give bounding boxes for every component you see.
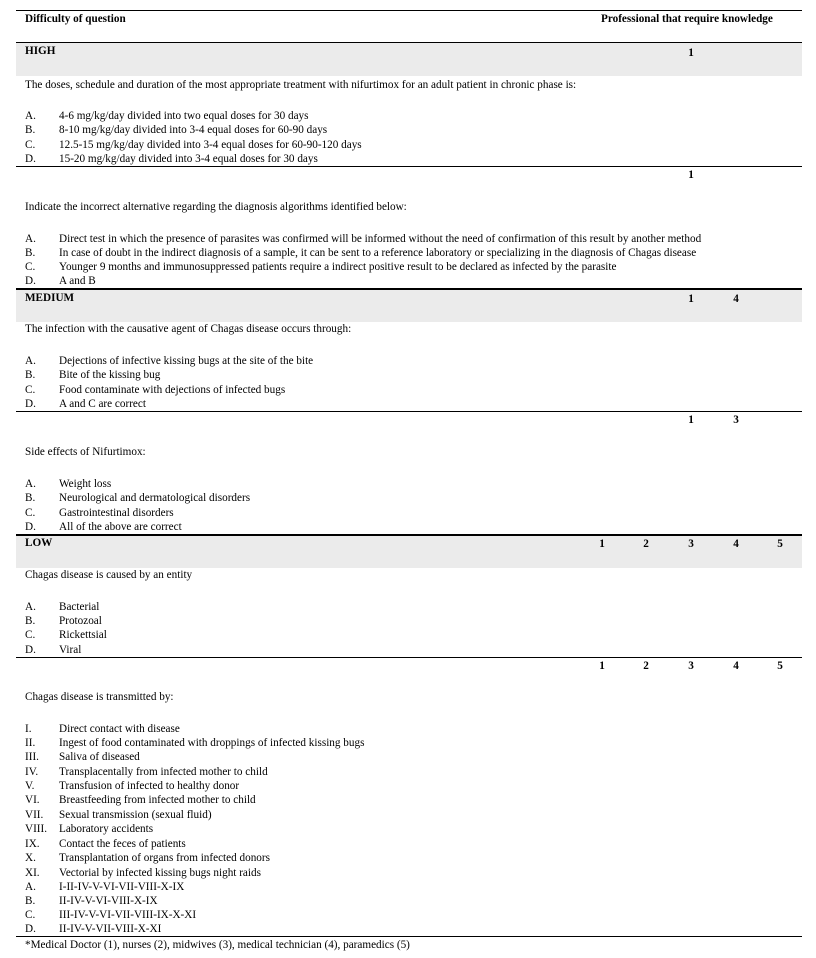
professional-code: 4 — [733, 293, 739, 305]
option-text: Transplantation of organs from infected donors — [59, 852, 270, 864]
level-label-medium: MEDIUM — [25, 292, 75, 304]
option-letter: D. — [25, 398, 36, 410]
professional-code: 3 — [733, 414, 739, 426]
option-text: Viral — [59, 644, 82, 656]
option-letter: IV. — [25, 766, 39, 778]
top-rule — [16, 10, 802, 11]
option-text: Ingest of food contaminated with droppings of infected kissing bugs — [59, 737, 365, 749]
option-letter: C. — [25, 384, 36, 396]
option-text: Dejections of infective kissing bugs at the site of the bite — [59, 355, 314, 367]
option-text: 15-20 mg/kg/day divided into 3-4 equal doses for 30 days — [59, 153, 318, 165]
option-letter: C. — [25, 139, 36, 151]
option-letter: A. — [25, 355, 36, 367]
option-letter: A. — [25, 110, 36, 122]
professional-code: 2 — [643, 660, 649, 672]
option-text: Transplacentally from infected mother to child — [59, 766, 268, 778]
option-text: I-II-IV-V-VI-VII-VIII-X-IX — [59, 881, 185, 893]
option-letter: I. — [25, 723, 32, 735]
option-text: Neurological and dermatological disorders — [59, 492, 251, 504]
option-text: Younger 9 months and immunosuppressed patients require a indirect positive result to be declared as infected by the parasite — [59, 261, 617, 273]
option-letter: IX. — [25, 838, 40, 850]
question-divider — [16, 166, 802, 167]
header-professional-label: Professional that require knowledge — [601, 13, 773, 25]
professional-code: 5 — [777, 538, 783, 550]
professional-code: 3 — [688, 660, 694, 672]
option-letter: II. — [25, 737, 36, 749]
level-label-low: LOW — [25, 537, 53, 549]
footnote: *Medical Doctor (1), nurses (2), midwives (3), medical technician (4), paramedics (5) — [25, 939, 410, 951]
option-letter: VI. — [25, 794, 40, 806]
option-text: Breastfeeding from infected mother to child — [59, 794, 256, 806]
question-stem: Side effects of Nifurtimox: — [25, 446, 146, 458]
question-stem: Indicate the incorrect alternative regarding the diagnosis algorithms identified below: — [25, 201, 407, 213]
option-text: A and B — [59, 275, 96, 287]
option-text: III-IV-V-VI-VII-VIII-IX-X-XI — [59, 909, 197, 921]
question-stem: The infection with the causative agent of Chagas disease occurs through: — [25, 323, 352, 335]
professional-code: 1 — [599, 660, 605, 672]
option-letter: D. — [25, 923, 36, 935]
option-text: 4-6 mg/kg/day divided into two equal doses for 30 days — [59, 110, 309, 122]
option-letter: B. — [25, 895, 36, 907]
option-text: In case of doubt in the indirect diagnosis of a sample, it can be sent to a reference laboratory or specializing in the diagnosis of Chagas disease — [59, 247, 697, 259]
option-text: Laboratory accidents — [59, 823, 154, 835]
professional-code: 1 — [599, 538, 605, 550]
question-divider — [16, 411, 802, 412]
professional-code: 1 — [688, 293, 694, 305]
option-text: Direct contact with disease — [59, 723, 180, 735]
option-letter: III. — [25, 751, 39, 763]
option-letter: A. — [25, 233, 36, 245]
option-letter: C. — [25, 629, 36, 641]
option-text: Gastrointestinal disorders — [59, 507, 174, 519]
option-text: A and C are correct — [59, 398, 146, 410]
level-label-high: HIGH — [25, 45, 56, 57]
professional-code: 1 — [688, 47, 694, 59]
option-text: Transfusion of infected to healthy donor — [59, 780, 240, 792]
question-stem: The doses, schedule and duration of the most appropriate treatment with nifurtimox for an adult patient in chronic phase is: — [25, 79, 577, 91]
option-letter: C. — [25, 261, 36, 273]
option-letter: A. — [25, 601, 36, 613]
professional-code: 5 — [777, 660, 783, 672]
option-letter: B. — [25, 369, 36, 381]
option-letter: XI. — [25, 867, 40, 879]
option-text: Direct test in which the presence of parasites was confirmed will be informed without the need of confirmation of this result by another method — [59, 233, 702, 245]
option-text: 8-10 mg/kg/day divided into 3-4 equal doses for 60-90 days — [59, 124, 328, 136]
header-difficulty-label: Difficulty of question — [25, 13, 126, 25]
option-letter: B. — [25, 124, 36, 136]
option-letter: D. — [25, 275, 36, 287]
option-text: 12.5-15 mg/kg/day divided into 3-4 equal doses for 60-90-120 days — [59, 139, 362, 151]
option-text: Bite of the kissing bug — [59, 369, 161, 381]
option-letter: B. — [25, 615, 36, 627]
question-divider — [16, 657, 802, 658]
professional-code: 2 — [643, 538, 649, 550]
option-text: Vectorial by infected kissing bugs night raids — [59, 867, 261, 879]
professional-code: 1 — [688, 169, 694, 181]
option-letter: B. — [25, 492, 36, 504]
professional-code: 4 — [733, 538, 739, 550]
question-stem: Chagas disease is caused by an entity — [25, 569, 193, 581]
professional-code: 3 — [688, 538, 694, 550]
option-letter: B. — [25, 247, 36, 259]
option-text: All of the above are correct — [59, 521, 182, 533]
professional-code: 4 — [733, 660, 739, 672]
option-letter: V. — [25, 780, 35, 792]
option-text: Rickettsial — [59, 629, 107, 641]
option-letter: C. — [25, 909, 36, 921]
option-text: Protozoal — [59, 615, 102, 627]
option-letter: D. — [25, 153, 36, 165]
option-text: Bacterial — [59, 601, 100, 613]
table-bottom-rule — [16, 936, 802, 937]
question-stem: Chagas disease is transmitted by: — [25, 691, 174, 703]
option-text: Food contaminate with dejections of infected bugs — [59, 384, 286, 396]
option-letter: A. — [25, 478, 36, 490]
option-text: Sexual transmission (sexual fluid) — [59, 809, 212, 821]
option-text: Saliva of diseased — [59, 751, 140, 763]
option-text: II-IV-V-VII-VIII-X-XI — [59, 923, 162, 935]
option-letter: X. — [25, 852, 36, 864]
option-text: Contact the feces of patients — [59, 838, 186, 850]
option-text: Weight loss — [59, 478, 112, 490]
option-letter: A. — [25, 881, 36, 893]
option-text: II-IV-V-VI-VIII-X-IX — [59, 895, 158, 907]
option-letter: VIII. — [25, 823, 48, 835]
option-letter: VII. — [25, 809, 44, 821]
option-letter: D. — [25, 644, 36, 656]
professional-code: 1 — [688, 414, 694, 426]
option-letter: D. — [25, 521, 36, 533]
option-letter: C. — [25, 507, 36, 519]
